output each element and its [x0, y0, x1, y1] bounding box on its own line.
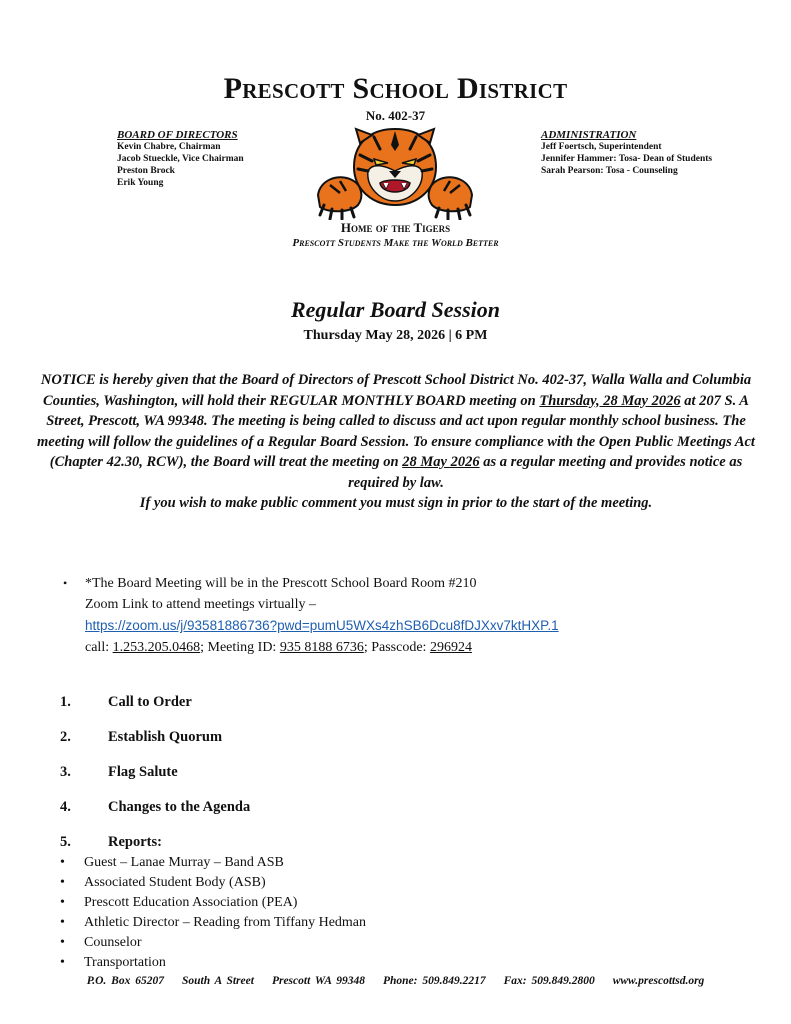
notice-date: Thursday, 28 May 2026	[539, 392, 681, 409]
page-footer	[0, 975, 791, 987]
agenda-number: 4.	[60, 799, 71, 815]
bullet-icon: •	[60, 935, 65, 950]
public-comment-note: If you wish to make public comment you must sign in prior to the start of the meeting.	[139, 495, 653, 511]
bullet-icon: •	[60, 855, 65, 870]
board-of-directors	[117, 129, 244, 189]
bullet-icon: •	[60, 875, 65, 890]
district-number: No. 402-37	[365, 108, 426, 123]
administration	[541, 129, 712, 177]
reports-list	[60, 853, 366, 973]
agenda-label: Call to Order	[108, 694, 192, 710]
agenda-number: 2.	[60, 729, 71, 745]
meeting-id: 935 8188 6736	[279, 640, 364, 655]
list-item	[60, 933, 366, 953]
district-motto: Prescott Students Make the World Better	[292, 237, 499, 249]
list-item	[60, 893, 366, 913]
passcode: 296924	[429, 640, 472, 655]
footer-fax: Fax: 509.849.2800	[503, 975, 595, 987]
agenda-label: Establish Quorum	[108, 729, 223, 745]
meeting-notice	[36, 370, 756, 514]
notice-text: as a regular meeting and provides notice as required by law.	[348, 454, 743, 491]
footer-street: South A Street	[181, 975, 254, 987]
bullet-icon: •	[60, 955, 65, 970]
session-date: Thursday May 28, 2026 | 6 PM	[303, 328, 488, 343]
bullet-icon: •	[60, 895, 65, 910]
list-item	[60, 853, 366, 873]
report-label: Transportation	[84, 955, 166, 970]
admin-heading: ADMINISTRATION	[541, 129, 637, 141]
agenda-number: 3.	[60, 764, 71, 780]
agenda-label: Changes to the Agenda	[108, 799, 251, 815]
bullet-icon: •	[60, 915, 65, 930]
tiger-mascot-logo	[310, 125, 480, 220]
call-label: call:	[85, 640, 113, 655]
session-title: Regular Board Session	[290, 297, 501, 322]
report-label: Counselor	[84, 935, 142, 950]
meeting-room: *The Board Meeting will be in the Prescott School Board Room #210	[85, 576, 477, 591]
agenda-number: 1.	[60, 694, 71, 710]
list-item	[60, 873, 366, 893]
admin-member: Jennifer Hammer: Tosa- Dean of Students	[541, 154, 713, 164]
passcode-label: ; Passcode:	[363, 640, 430, 655]
notice-date: 28 May 2026	[402, 454, 480, 470]
meeting-id-label: ; Meeting ID:	[200, 640, 280, 655]
board-member: Kevin Chabre, Chairman	[117, 142, 221, 152]
meeting-info	[63, 573, 559, 658]
board-member: Erik Young	[117, 178, 164, 188]
agenda-number: 5.	[60, 834, 71, 850]
bullet-icon: •	[63, 576, 68, 590]
footer-website[interactable]: www.prescottsd.org	[612, 975, 705, 987]
call-info	[63, 637, 559, 658]
notice-text: NOTICE is hereby given that the Board of Directors of Prescott School District No. 402-37, Walla Walla and Columbia Counties, Washington, will hold their REGULAR MONTHLY BOARD meeting on	[40, 372, 752, 409]
list-item	[60, 953, 366, 973]
zoom-link[interactable]: https://zoom.us/j/93581886736?pwd=pumU5WXs4zhSB6Dcu8fDJXxv7ktHXP.1	[85, 618, 559, 633]
footer-phone: Phone: 509.849.2217	[382, 975, 486, 987]
footer-po-box: P.O. Box 65207	[86, 975, 164, 987]
report-label: Guest – Lanae Murray – Band ASB	[84, 855, 284, 870]
admin-member: Jeff Foertsch, Superintendent	[541, 142, 662, 152]
zoom-label: Zoom Link to attend meetings virtually –	[85, 597, 316, 612]
report-label: Athletic Director – Reading from Tiffany Hedman	[84, 915, 367, 930]
report-label: Prescott Education Association (PEA)	[84, 895, 298, 910]
board-heading: BOARD OF DIRECTORS	[117, 129, 238, 141]
phone-number[interactable]: 1.253.205.0468	[112, 640, 201, 655]
agenda-label: Flag Salute	[108, 764, 178, 780]
notice-text: at 207 S. A Street, Prescott, WA 99348. The meeting is being called to discuss and act upon regular monthly school business. The meeting will follow the guidelines of a Regular Board Session. To ensure compliance with the Open Public Meetings Act (Chapter 42.30, RCW), the Board will treat the meeting on	[37, 392, 755, 470]
footer-city: Prescott WA 99348	[271, 975, 365, 987]
district-title: Prescott School District	[223, 72, 568, 105]
agenda-label: Reports:	[108, 834, 162, 850]
list-item	[60, 913, 366, 933]
report-label: Associated Student Body (ASB)	[84, 875, 266, 890]
board-member: Jacob Stueckle, Vice Chairman	[117, 154, 244, 164]
admin-member: Sarah Pearson: Tosa - Counseling	[541, 166, 678, 176]
home-of-the-tigers: Home of the Tigers	[340, 220, 451, 235]
board-member: Preston Brock	[117, 166, 175, 176]
